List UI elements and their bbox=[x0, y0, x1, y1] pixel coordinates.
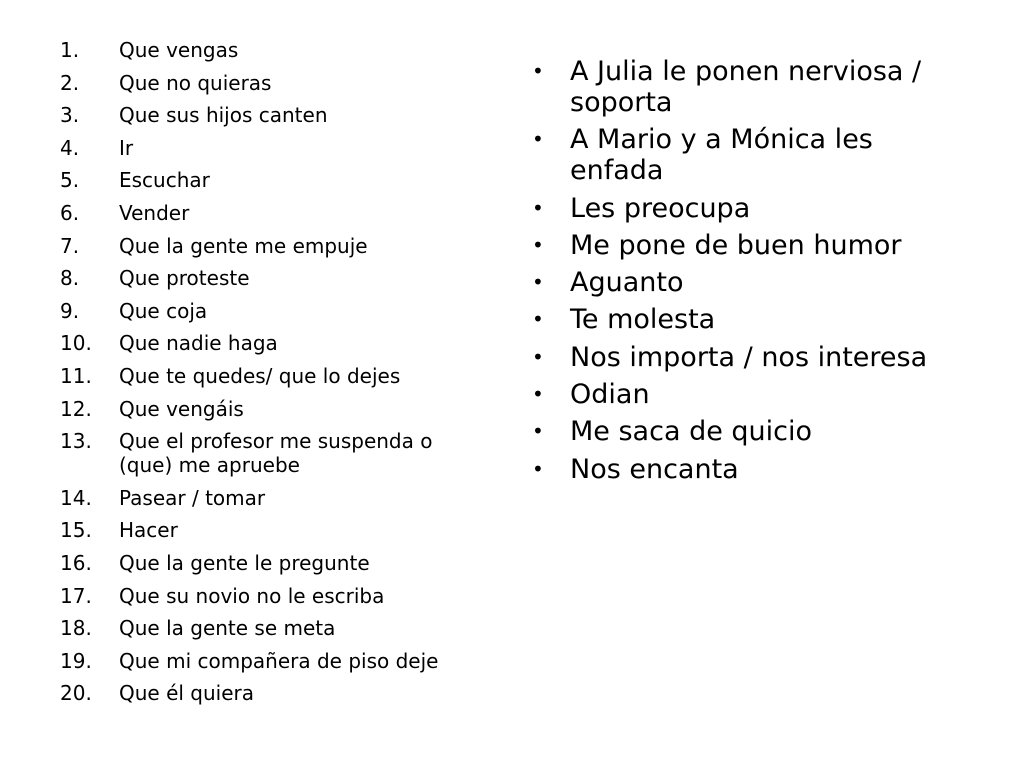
list-item bbox=[60, 38, 480, 62]
bullet-icon: • bbox=[532, 127, 544, 152]
list-item bbox=[60, 299, 480, 323]
item-number: 5. bbox=[60, 168, 80, 193]
item-text: Que vengas bbox=[119, 38, 239, 62]
list-item bbox=[60, 234, 480, 258]
bullet-item bbox=[530, 416, 970, 447]
bullet-text: Me pone de buen humor bbox=[570, 229, 902, 261]
item-number: 11. bbox=[60, 363, 92, 388]
list-item bbox=[60, 103, 480, 127]
item-number: 9. bbox=[60, 298, 80, 323]
list-item bbox=[60, 486, 480, 510]
list-item bbox=[60, 136, 480, 160]
bullet-item bbox=[530, 454, 970, 485]
item-number: 10. bbox=[60, 331, 92, 356]
item-number: 14. bbox=[60, 485, 92, 510]
list-item bbox=[60, 518, 480, 542]
numbered-answer-list bbox=[60, 38, 480, 714]
item-text: Pasear / tomar bbox=[119, 485, 266, 510]
item-text: Hacer bbox=[119, 518, 178, 543]
bullet-item bbox=[530, 56, 970, 118]
bullet-item bbox=[530, 193, 970, 224]
list-item bbox=[60, 331, 480, 355]
bullet-text: A Mario y a Mónica les enfada bbox=[570, 124, 873, 187]
item-number: 12. bbox=[60, 396, 92, 421]
item-number: 3. bbox=[60, 103, 80, 128]
bullet-icon: • bbox=[532, 344, 544, 369]
bullet-icon: • bbox=[532, 456, 544, 481]
item-text: Que no quieras bbox=[119, 70, 272, 95]
item-text: Que mi compañera de piso deje bbox=[119, 648, 439, 673]
item-number: 19. bbox=[60, 648, 92, 673]
item-number: 4. bbox=[60, 135, 80, 160]
list-item bbox=[60, 681, 480, 705]
bullet-icon: • bbox=[532, 307, 544, 332]
bullet-text: Nos importa / nos interesa bbox=[570, 341, 928, 373]
item-text: Vender bbox=[119, 200, 190, 225]
list-item bbox=[60, 364, 480, 388]
bullet-item bbox=[530, 124, 970, 186]
bullet-icon: • bbox=[532, 232, 544, 257]
list-item bbox=[60, 397, 480, 421]
bullet-text: Te molesta bbox=[570, 304, 716, 336]
item-text: Que él quiera bbox=[119, 681, 255, 706]
bullet-text: A Julia le ponen nerviosa / soporta bbox=[570, 56, 922, 118]
item-text: Que la gente le pregunte bbox=[119, 550, 370, 575]
item-number: 17. bbox=[60, 583, 92, 608]
bullet-icon: • bbox=[532, 195, 544, 220]
item-number: 1. bbox=[60, 38, 80, 62]
item-text: Que la gente me empuje bbox=[119, 233, 368, 258]
item-number: 20. bbox=[60, 681, 92, 706]
item-number: 6. bbox=[60, 200, 80, 225]
bullet-text: Odian bbox=[570, 379, 650, 411]
list-item bbox=[60, 266, 480, 290]
bullet-item bbox=[530, 342, 970, 373]
list-item bbox=[60, 429, 480, 477]
bullet-icon: • bbox=[532, 419, 544, 444]
bullet-text: Me saca de quicio bbox=[570, 416, 813, 448]
item-number: 7. bbox=[60, 233, 80, 258]
list-item bbox=[60, 201, 480, 225]
item-number: 8. bbox=[60, 266, 80, 291]
item-text: Que nadie haga bbox=[119, 331, 278, 356]
bullet-item bbox=[530, 304, 970, 335]
list-item bbox=[60, 584, 480, 608]
list-item bbox=[60, 616, 480, 640]
item-number: 2. bbox=[60, 70, 80, 95]
list-item bbox=[60, 168, 480, 192]
item-text: Que sus hijos canten bbox=[119, 103, 328, 128]
item-text: Ir bbox=[119, 135, 134, 160]
list-item bbox=[60, 649, 480, 673]
item-text: Que su novio no le escriba bbox=[119, 583, 385, 608]
bullet-answer-list bbox=[530, 56, 970, 491]
bullet-item bbox=[530, 379, 970, 410]
bullet-item bbox=[530, 230, 970, 261]
item-text: Que coja bbox=[119, 298, 208, 323]
item-text: Que te quedes/ que lo dejes bbox=[119, 363, 401, 388]
item-text: Que el profesor me suspenda o (que) me apruebe bbox=[119, 429, 433, 478]
item-number: 18. bbox=[60, 616, 92, 641]
bullet-icon: • bbox=[532, 382, 544, 407]
item-text: Escuchar bbox=[119, 168, 210, 193]
bullet-text: Les preocupa bbox=[570, 192, 751, 224]
list-item bbox=[60, 551, 480, 575]
bullet-icon: • bbox=[532, 270, 544, 295]
bullet-text: Nos encanta bbox=[570, 453, 739, 485]
bullet-text: Aguanto bbox=[570, 267, 684, 299]
bullet-item bbox=[530, 267, 970, 298]
item-number: 15. bbox=[60, 518, 92, 543]
item-text: Que proteste bbox=[119, 266, 250, 291]
bullet-icon: • bbox=[532, 59, 544, 83]
list-item bbox=[60, 71, 480, 95]
item-number: 13. bbox=[60, 429, 92, 454]
item-text: Que vengáis bbox=[119, 396, 244, 421]
item-text: Que la gente se meta bbox=[119, 616, 336, 641]
item-number: 16. bbox=[60, 550, 92, 575]
